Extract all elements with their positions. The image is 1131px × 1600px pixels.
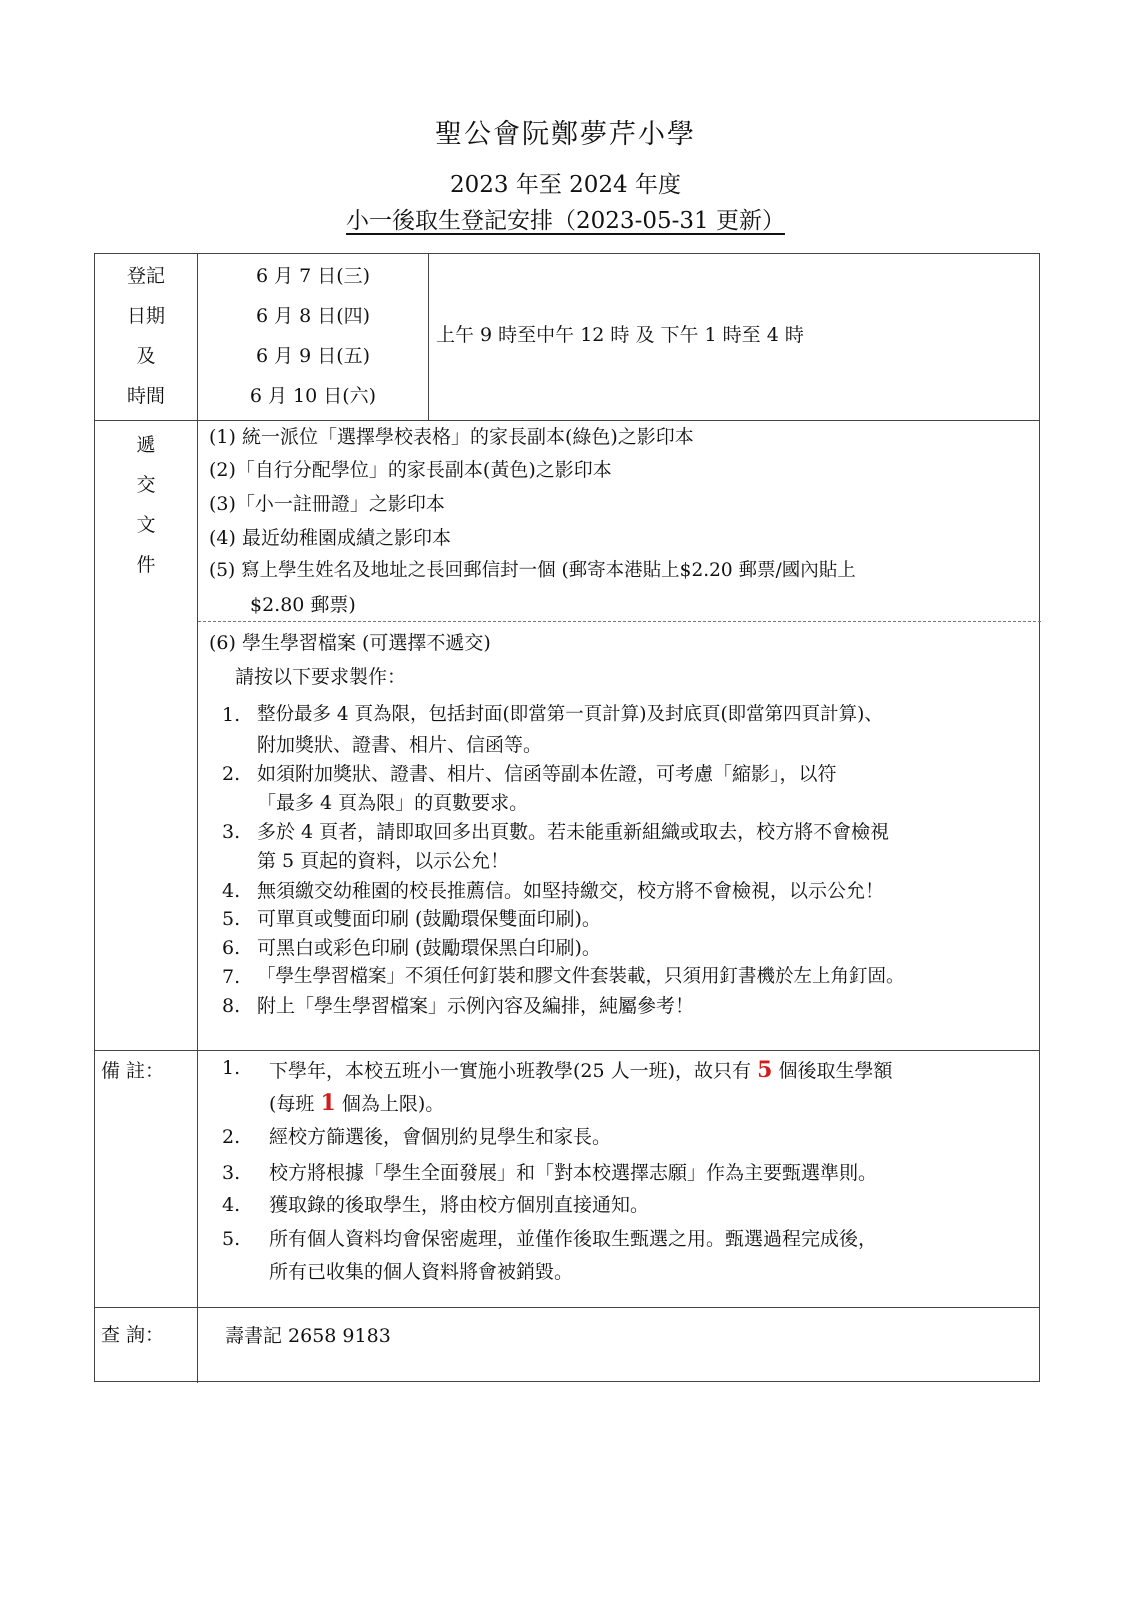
portfolio-item-num: 1. xyxy=(222,704,241,726)
portfolio-item-num: 5. xyxy=(222,908,241,930)
document-item-5: (5) 寫上學生姓名及地址之長回郵信封一個 (郵寄本港貼上$2.20 郵票/國內貼上 xyxy=(209,560,856,581)
portfolio-item-text: 附上「學生學習檔案」示例內容及編排，純屬參考！ xyxy=(257,995,695,1017)
portfolio-item-text-cont: 第 5 頁起的資料，以示公允！ xyxy=(257,850,510,872)
row-divider-dashed xyxy=(198,621,1041,622)
remark-num: 2. xyxy=(222,1126,241,1148)
portfolio-item-text-cont: 「最多 4 頁為限」的頁數要求。 xyxy=(257,792,529,814)
remarks-label: 備 註： xyxy=(101,1060,165,1082)
row-divider-2 xyxy=(95,1050,1039,1051)
remark-num: 4. xyxy=(222,1194,241,1216)
subtitle-text: 小一後取生登記安排（2023-05-31 更新） xyxy=(346,208,785,234)
enquiry-label: 查 詢： xyxy=(101,1324,165,1346)
document-item-3: (3)「小一註冊證」之影印本 xyxy=(209,493,445,515)
remark-num: 3. xyxy=(222,1162,241,1184)
registration-time: 上午 9 時至中午 12 時 及 下午 1 時至 4 時 xyxy=(436,324,804,346)
row-divider-3 xyxy=(95,1307,1039,1308)
registration-table xyxy=(94,253,1040,1382)
registration-date-2: 6 月 8 日(四) xyxy=(255,305,371,327)
page-subtitle xyxy=(0,202,1131,235)
documents-label-2: 交 xyxy=(136,474,156,496)
quota-highlight: 5 xyxy=(757,1057,773,1083)
portfolio-item-num: 6. xyxy=(222,937,241,959)
remark-num: 1. xyxy=(222,1057,241,1079)
remark-item-1-text-b: 個後取生學額 xyxy=(778,1060,893,1082)
remark-item-1-text-c: (每班 xyxy=(269,1093,315,1115)
portfolio-item-text: 整份最多 4 頁為限，包括封面(即當第一頁計算)及封底頁(即當第四頁計算)、 xyxy=(257,704,883,725)
portfolio-item-num: 4. xyxy=(222,880,241,902)
documents-label-4: 件 xyxy=(136,554,156,576)
portfolio-item-text-cont: 附加獎狀、證書、相片、信函等。 xyxy=(257,734,543,756)
document-item-4: (4) 最近幼稚園成績之影印本 xyxy=(209,527,451,549)
enquiry-contact: 壽書記 2658 9183 xyxy=(225,1325,391,1347)
document-item-1: (1) 統一派位「選擇學校表格」的家長副本(綠色)之影印本 xyxy=(209,426,694,448)
registration-label-4: 時間 xyxy=(126,385,165,407)
remark-item-5-cont: 所有已收集的個人資料將會被銷毀。 xyxy=(269,1261,574,1283)
portfolio-item-text: 多於 4 頁者，請即取回多出頁數。若未能重新組織或取去，校方將不會檢視 xyxy=(257,821,890,843)
registration-label-3: 及 xyxy=(136,345,156,367)
registration-label-2: 日期 xyxy=(126,305,165,327)
portfolio-item-num: 8. xyxy=(222,995,241,1017)
portfolio-item-text: 如須附加獎狀、證書、相片、信函等副本佐證，可考慮「縮影」，以符 xyxy=(257,763,837,785)
registration-label-1: 登記 xyxy=(126,265,165,287)
remark-item-3: 校方將根據「學生全面發展」和「對本校選擇志願」作為主要甄選準則。 xyxy=(269,1162,878,1184)
document-item-5-cont: $2.80 郵票) xyxy=(250,594,356,616)
registration-date-4: 6 月 10 日(六) xyxy=(249,385,377,407)
portfolio-item-text: 可單頁或雙面印刷 (鼓勵環保雙面印刷)。 xyxy=(257,908,601,930)
remark-item-1-cont xyxy=(269,1092,444,1114)
remark-item-1-text-d: 個為上限)。 xyxy=(341,1093,445,1115)
school-name: 聖公會阮鄭夢芹小學 xyxy=(435,119,696,150)
remark-item-4: 獲取錄的後取學生，將由校方個別直接通知。 xyxy=(269,1194,650,1216)
portfolio-item-text: 「學生學習檔案」不須任何釘裝和膠文件套裝載，只須用釘書機於左上角釘固。 xyxy=(257,966,905,987)
remark-item-5: 所有個人資料均會保密處理，並僅作後取生甄選之用。甄選過程完成後， xyxy=(269,1228,878,1250)
per-class-highlight: 1 xyxy=(320,1090,336,1116)
portfolio-intro: 請按以下要求製作： xyxy=(235,666,407,688)
document-item-2: (2)「自行分配學位」的家長副本(黃色)之影印本 xyxy=(209,459,612,481)
remark-item-1-text: 下學年，本校五班小一實施小班教學(25 人一班)，故只有 xyxy=(269,1060,752,1082)
portfolio-item-text: 無須繳交幼稚園的校長推薦信。如堅持繳交，校方將不會檢視，以示公允！ xyxy=(257,880,885,902)
documents-label-3: 文 xyxy=(136,514,156,536)
portfolio-item-num: 7. xyxy=(222,966,241,988)
remark-item-2: 經校方篩選後，會個別約見學生和家長。 xyxy=(269,1126,612,1148)
portfolio-item-text: 可黑白或彩色印刷 (鼓勵環保黑白印刷)。 xyxy=(257,937,601,959)
portfolio-item-num: 3. xyxy=(222,821,241,843)
column-divider-dates xyxy=(428,254,429,420)
portfolio-title: (6) 學生學習檔案 (可選擇不遞交) xyxy=(209,632,491,654)
documents-label-1: 遞 xyxy=(136,434,156,456)
registration-date-1: 6 月 7 日(三) xyxy=(255,265,371,287)
column-divider-main xyxy=(197,254,198,1383)
registration-date-3: 6 月 9 日(五) xyxy=(255,345,371,367)
remark-num: 5. xyxy=(222,1228,241,1250)
portfolio-item-num: 2. xyxy=(222,763,241,785)
row-divider-1 xyxy=(95,420,1039,421)
remark-item-1 xyxy=(269,1059,892,1081)
academic-year: 2023 年至 2024 年度 xyxy=(450,172,681,198)
